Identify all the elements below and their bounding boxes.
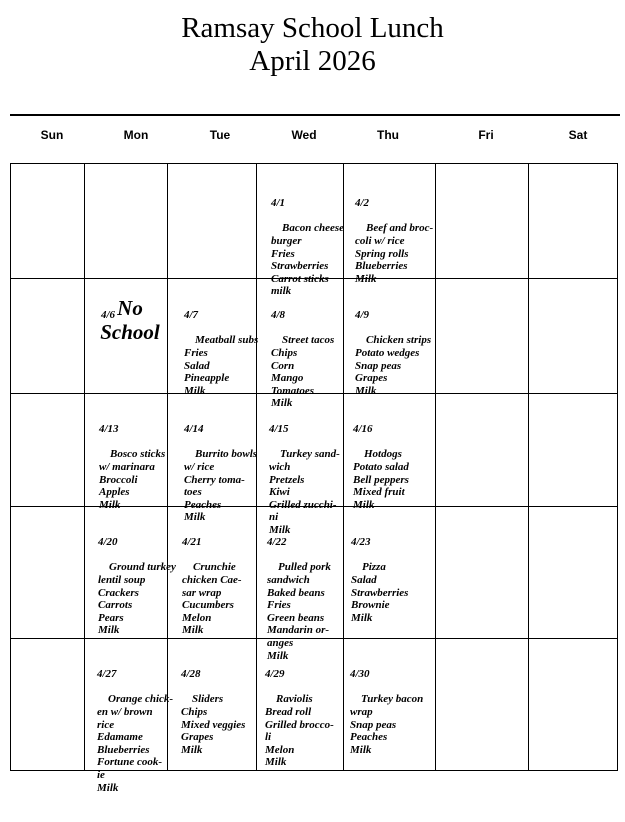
cell-date: 4/2 xyxy=(355,197,370,210)
no-school-line: School xyxy=(100,320,160,344)
no-school-line: No xyxy=(117,296,143,320)
cell-menu: Bacon cheese burger Fries Strawberries Carrot sticks milk xyxy=(271,222,345,298)
day-mon: Mon xyxy=(123,128,149,142)
day-cell xyxy=(97,643,173,807)
day-cell xyxy=(355,172,433,298)
cell-menu: Raviolis Bread roll Grilled brocco- li Melon Milk xyxy=(265,693,334,769)
cell-menu: Turkey bacon wrap Snap peas Peaches Milk xyxy=(350,693,424,756)
cell-menu: Chicken strips Potato wedges Snap peas Grapes Milk xyxy=(355,334,432,397)
cell-menu: Crunchie chicken Cae- sar wrap Cucumbers Melon Milk xyxy=(182,561,242,637)
cell-date: 4/23 xyxy=(351,536,371,549)
cell-date: 4/7 xyxy=(184,309,199,322)
cell-date: 4/8 xyxy=(271,309,286,322)
day-sat: Sat xyxy=(568,128,588,142)
cell-date: 4/1 xyxy=(271,197,286,210)
cell-menu: Burrito bowls w/ rice Cherry toma- toes Peaches Milk xyxy=(184,448,258,524)
grid-line xyxy=(528,164,529,770)
day-thu: Thu xyxy=(377,128,399,142)
cell-date: 4/16 xyxy=(353,423,373,436)
page-title: Ramsay School Lunch xyxy=(181,12,444,44)
cell-date: 4/9 xyxy=(355,309,370,322)
cell-menu: Turkey sand- wich Pretzels Kiwi Grilled zucchi- ni Milk xyxy=(269,448,340,536)
grid-line xyxy=(435,164,436,770)
cell-date: 4/20 xyxy=(98,536,118,549)
cell-date: 4/28 xyxy=(181,668,201,681)
cell-menu: Beef and broc- coli w/ rice Spring rolls Blueberries Milk xyxy=(355,222,434,285)
cell-date: 4/22 xyxy=(267,536,287,549)
cell-menu: Orange chick- en w/ brown rice Edamame Blueberries Fortune cook- ie Milk xyxy=(97,693,174,794)
grid-line xyxy=(84,164,85,770)
cell-date: 4/30 xyxy=(350,668,370,681)
cell-date: 4/14 xyxy=(184,423,204,436)
cell-menu: Ground turkey lentil soup Crackers Carrots Pears Milk xyxy=(98,561,176,637)
cell-date: 4/15 xyxy=(269,423,289,436)
cell-menu: Pizza Salad Strawberries Brownie Milk xyxy=(351,561,409,624)
cell-date: 4/13 xyxy=(99,423,119,436)
day-wed: Wed xyxy=(291,128,317,142)
day-cell xyxy=(98,511,176,650)
day-cell xyxy=(182,511,242,650)
no-school-notice xyxy=(90,296,170,344)
day-cell xyxy=(351,511,408,637)
cell-menu: Hotdogs Potato salad Bell peppers Mixed fruit Milk xyxy=(353,448,409,511)
cell-menu: Meatball subs Fries Salad Pineapple Milk xyxy=(184,334,259,397)
day-sun: Sun xyxy=(40,128,64,142)
cell-date: 4/6 xyxy=(101,309,116,322)
day-cell xyxy=(181,643,245,769)
cell-date: 4/29 xyxy=(265,668,285,681)
day-cell xyxy=(355,284,431,410)
day-cell xyxy=(99,398,165,524)
header-rule xyxy=(10,114,620,116)
page-subtitle: April 2026 xyxy=(249,45,376,77)
day-cell xyxy=(353,398,409,524)
cell-date: 4/21 xyxy=(182,536,202,549)
cell-menu: Pulled pork sandwich Baked beans Fries Green beans Mandarin or- anges Milk xyxy=(267,561,331,662)
day-cell xyxy=(350,643,423,769)
weekday-header xyxy=(10,128,620,152)
day-fri: Fri xyxy=(478,128,494,142)
cell-date: 4/27 xyxy=(97,668,117,681)
cell-menu: Bosco sticks w/ marinara Broccoli Apples Milk xyxy=(99,448,166,511)
day-cell xyxy=(265,643,334,782)
day-tue: Tue xyxy=(209,128,231,142)
day-cell xyxy=(184,284,258,410)
calendar-grid xyxy=(10,163,618,794)
cell-menu: Street tacos Chips Corn Mango Tomatoes Milk xyxy=(271,334,335,410)
cell-menu: Sliders Chips Mixed veggies Grapes Milk xyxy=(181,693,246,756)
